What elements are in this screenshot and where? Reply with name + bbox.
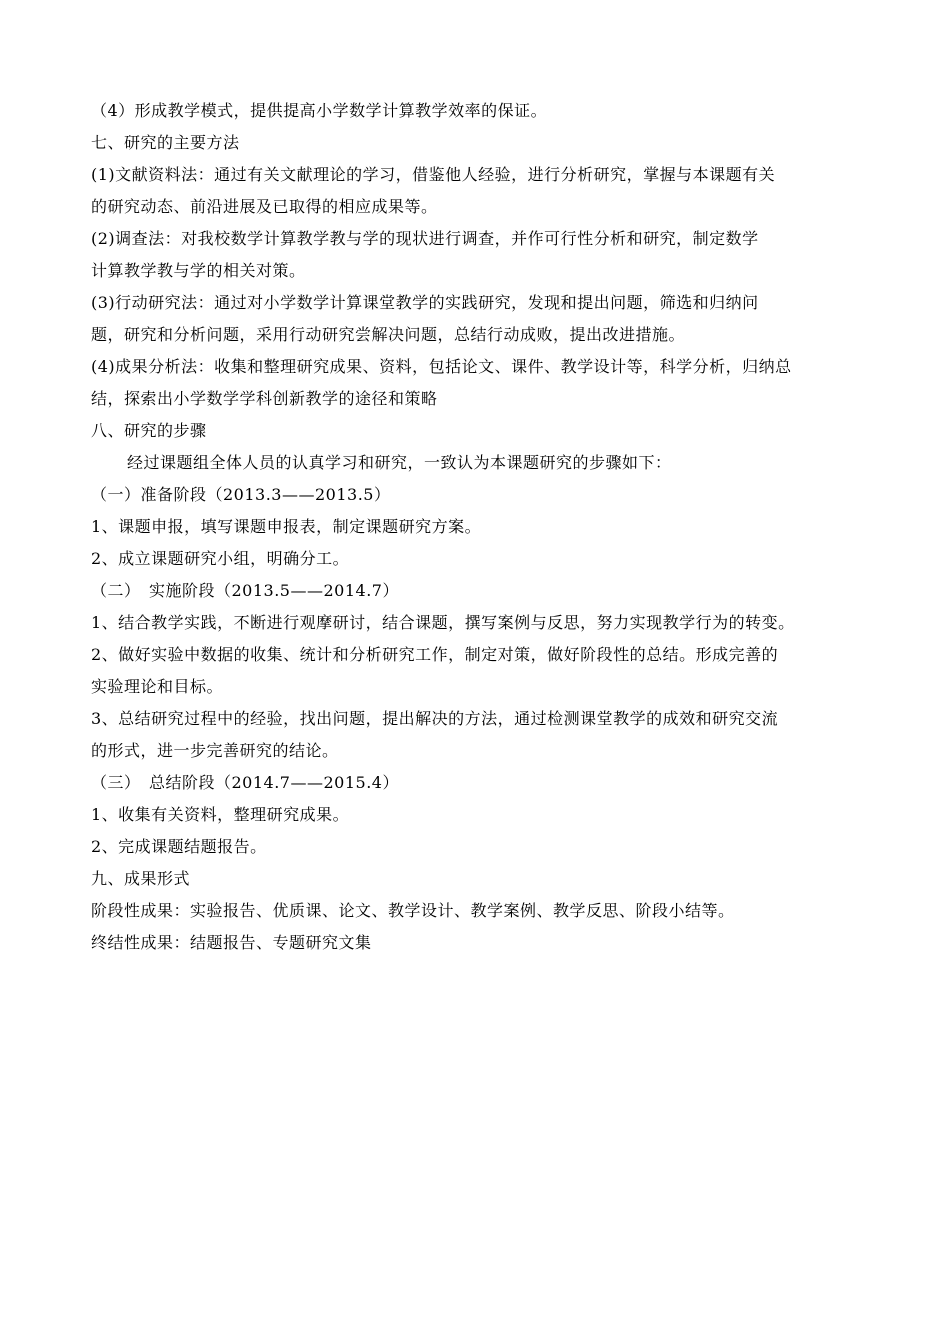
text-line-method-1a: (1)文献资料法：通过有关文献理论的学习，借鉴他人经验，进行分析研究，掌握与本课题有关 xyxy=(91,165,776,184)
heading-stage-2: （二） 实施阶段（2013.5——2014.7） xyxy=(91,581,399,600)
heading-section-9: 九、成果形式 xyxy=(91,869,191,888)
text-line-stage3-item1: 1、收集有关资料，整理研究成果。 xyxy=(91,805,350,824)
text-line-method-3b: 题，研究和分析问题，采用行动研究尝解决问题，总结行动成败，提出改进措施。 xyxy=(91,325,686,344)
heading-stage-3: （三） 总结阶段（2014.7——2015.4） xyxy=(91,773,399,792)
text-line-results-stage: 阶段性成果：实验报告、优质课、论文、教学设计、教学案例、教学反思、阶段小结等。 xyxy=(91,901,735,920)
text-line-method-4b: 结，探索出小学数学学科创新教学的途径和策略 xyxy=(91,389,438,408)
text-line-method-2a: (2)调查法：对我校数学计算教学教与学的现状进行调查，并作可行性分析和研究，制定数学 xyxy=(91,229,759,248)
text-line-method-4a: (4)成果分析法：收集和整理研究成果、资料，包括论文、课件、教学设计等，科学分析，归纳总 xyxy=(91,357,792,376)
heading-stage-1: （一）准备阶段（2013.3——2013.5） xyxy=(91,485,391,504)
text-line-goal-4: （4）形成教学模式，提供提高小学数学计算教学效率的保证。 xyxy=(91,101,548,120)
text-line-method-1b: 的研究动态、前沿进展及已取得的相应成果等。 xyxy=(91,197,438,216)
text-line-method-2b: 计算教学教与学的相关对策。 xyxy=(91,261,306,280)
text-line-stage2-item3a: 3、总结研究过程中的经验，找出问题，提出解决的方法，通过检测课堂教学的成效和研究交流 xyxy=(91,709,779,728)
text-line-stage1-item1: 1、课题申报，填写课题申报表，制定课题研究方案。 xyxy=(91,517,482,536)
heading-section-8: 八、研究的步骤 xyxy=(91,421,207,440)
text-line-stage1-item2: 2、成立课题研究小组，明确分工。 xyxy=(91,549,350,568)
text-line-steps-intro: 经过课题组全体人员的认真学习和研究，一致认为本课题研究的步骤如下： xyxy=(127,453,672,472)
text-line-stage2-item3b: 的形式，进一步完善研究的结论。 xyxy=(91,741,339,760)
text-line-stage2-item1: 1、结合教学实践，不断进行观摩研讨，结合课题，撰写案例与反思，努力实现教学行为的转变。 xyxy=(91,613,795,632)
document-page xyxy=(91,95,861,959)
heading-section-7: 七、研究的主要方法 xyxy=(91,133,240,152)
text-line-stage2-item2a: 2、做好实验中数据的收集、统计和分析研究工作，制定对策，做好阶段性的总结。形成完善的 xyxy=(91,645,779,664)
text-line-results-final: 终结性成果：结题报告、专题研究文集 xyxy=(91,933,372,952)
text-line-stage2-item2b: 实验理论和目标。 xyxy=(91,677,224,696)
text-line-stage3-item2: 2、完成课题结题报告。 xyxy=(91,837,267,856)
text-line-method-3a: (3)行动研究法：通过对小学数学计算课堂教学的实践研究，发现和提出问题，筛选和归纳问 xyxy=(91,293,759,312)
